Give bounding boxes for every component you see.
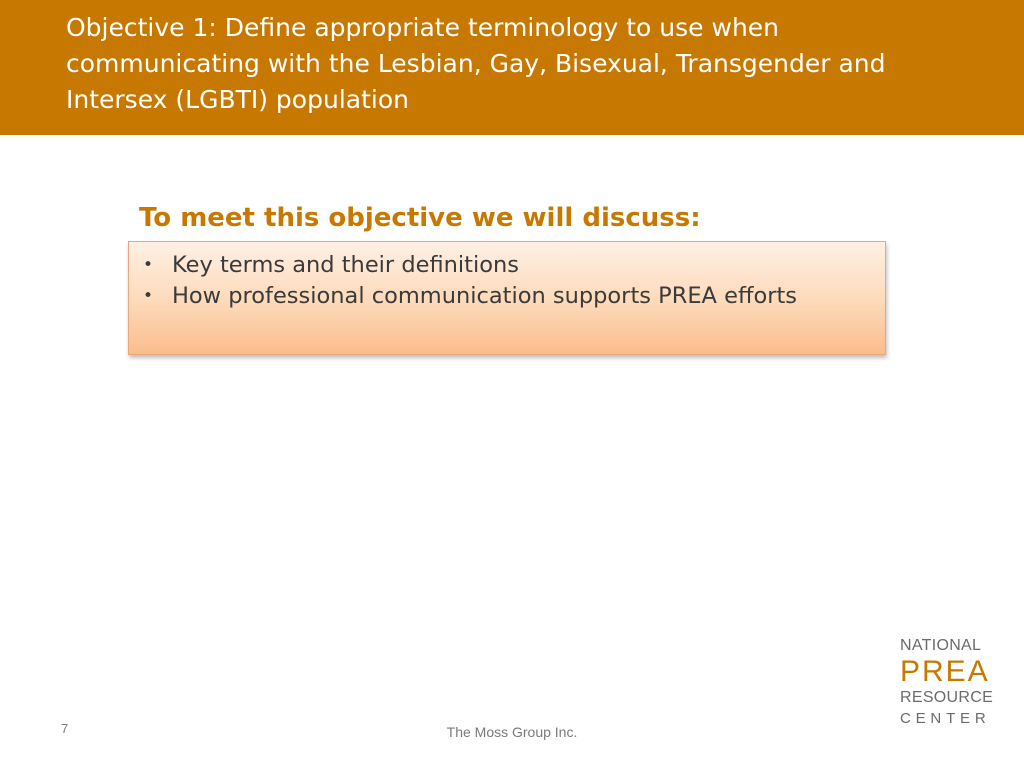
list-item (143, 281, 869, 312)
logo-line-resource: RESOURCE (900, 689, 994, 706)
logo-line-center: CENTER (900, 710, 991, 727)
objective-subheading: To meet this objective we will discuss: (139, 203, 701, 233)
slide-title: Objective 1: Define appropriate terminology to use when communicating with the Lesbian, Gay, Bisexual, Transgender and Intersex (LGBTI) population (66, 13, 886, 114)
bullet-icon: • (143, 286, 154, 306)
list-item (143, 250, 869, 281)
footer-organization: The Moss Group Inc. (446, 724, 578, 740)
bullet-icon: • (143, 255, 154, 275)
logo-line-prea: PREA (900, 655, 990, 688)
bullet-text: How professional communication supports PREA efforts (172, 283, 798, 309)
logo-line-national: NATIONAL (900, 637, 982, 654)
national-prea-resource-center-logo (900, 636, 1010, 730)
discussion-points-list (143, 250, 869, 312)
bullet-text: Key terms and their definitions (172, 252, 519, 278)
title-bar (0, 0, 1024, 135)
discussion-points-box (128, 241, 886, 355)
page-number: 7 (61, 721, 69, 736)
